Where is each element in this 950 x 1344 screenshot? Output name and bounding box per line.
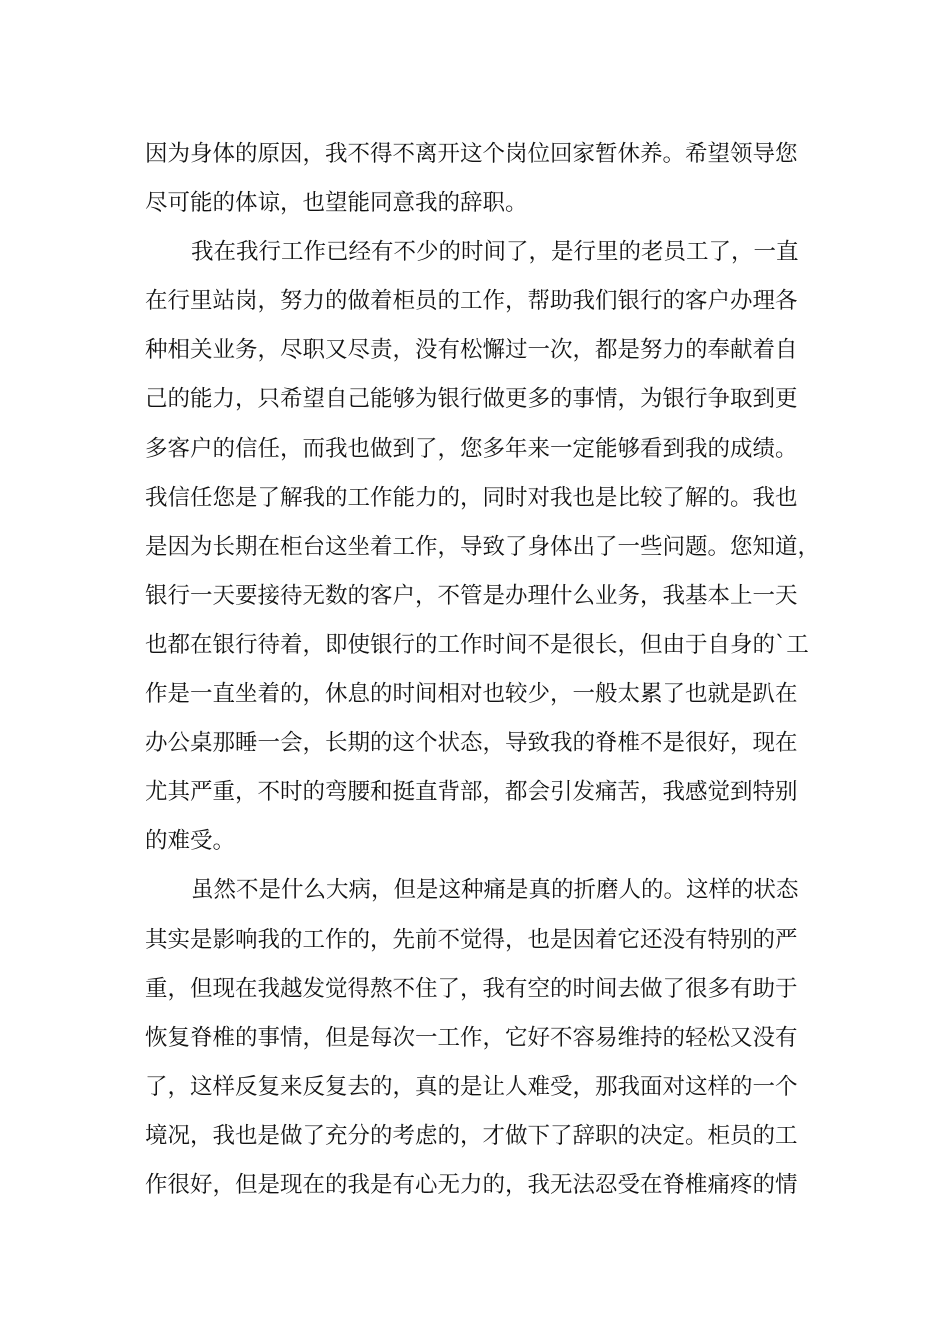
- text-line: 的难受。: [145, 828, 236, 855]
- text-line: 是因为长期在柜台这坐着工作，导致了身体出了一些问题。您知道，: [145, 533, 821, 560]
- text-line: 银行一天要接待无数的客户，不管是办理什么业务，我基本上一天: [145, 582, 798, 609]
- text-line: 境况，我也是做了充分的考虑的，才做下了辞职的决定。柜员的工: [145, 1122, 798, 1149]
- text-line: 作是一直坐着的，休息的时间相对也较少，一般太累了也就是趴在: [145, 681, 798, 708]
- text-line: 了，这样反复来反复去的，真的是让人难受，那我面对这样的一个: [145, 1073, 798, 1100]
- text-line: 因为身体的原因，我不得不离开这个岗位回家暂休养。希望领导您: [145, 141, 798, 167]
- text-line: 也都在银行待着，即使银行的工作时间不是很长，但由于自身的`工: [145, 631, 809, 658]
- text-line: 多客户的信任，而我也做到了，您多年来一定能够看到我的成绩。: [145, 435, 798, 462]
- paragraph-start-line: 我在我行工作已经有不少的时间了，是行里的老员工了，一直: [191, 239, 799, 266]
- text-line: 尽可能的体谅，也望能同意我的辞职。: [145, 190, 528, 217]
- body-text: [145, 130, 821, 1210]
- text-line: 办公桌那睡一会，长期的这个状态，导致我的脊椎不是很好，现在: [145, 730, 798, 757]
- text-line: 我信任您是了解我的工作能力的，同时对我也是比较了解的。我也: [145, 484, 798, 511]
- text-line: 其实是影响我的工作的，先前不觉得，也是因着它还没有特别的严: [145, 926, 798, 953]
- text-line: 恢复脊椎的事情，但是每次一工作，它好不容易维持的轻松又没有: [145, 1024, 798, 1051]
- text-line: 种相关业务，尽职又尽责，没有松懈过一次，都是努力的奉献着自: [145, 337, 798, 364]
- text-line: 己的能力，只希望自己能够为银行做更多的事情，为银行争取到更: [145, 386, 798, 413]
- text-line: 作很好，但是现在的我是有心无力的，我无法忍受在脊椎痛疼的情: [145, 1171, 798, 1198]
- paragraph-start-line: 虽然不是什么大病，但是这种痛是真的折磨人的。这样的状态: [191, 877, 799, 904]
- text-line: 重，但现在我越发觉得熬不住了，我有空的时间去做了很多有助于: [145, 975, 798, 1002]
- text-line: 在行里站岗，努力的做着柜员的工作，帮助我们银行的客户办理各: [145, 288, 798, 315]
- text-line: 尤其严重，不时的弯腰和挺直背部，都会引发痛苦，我感觉到特别: [145, 779, 798, 806]
